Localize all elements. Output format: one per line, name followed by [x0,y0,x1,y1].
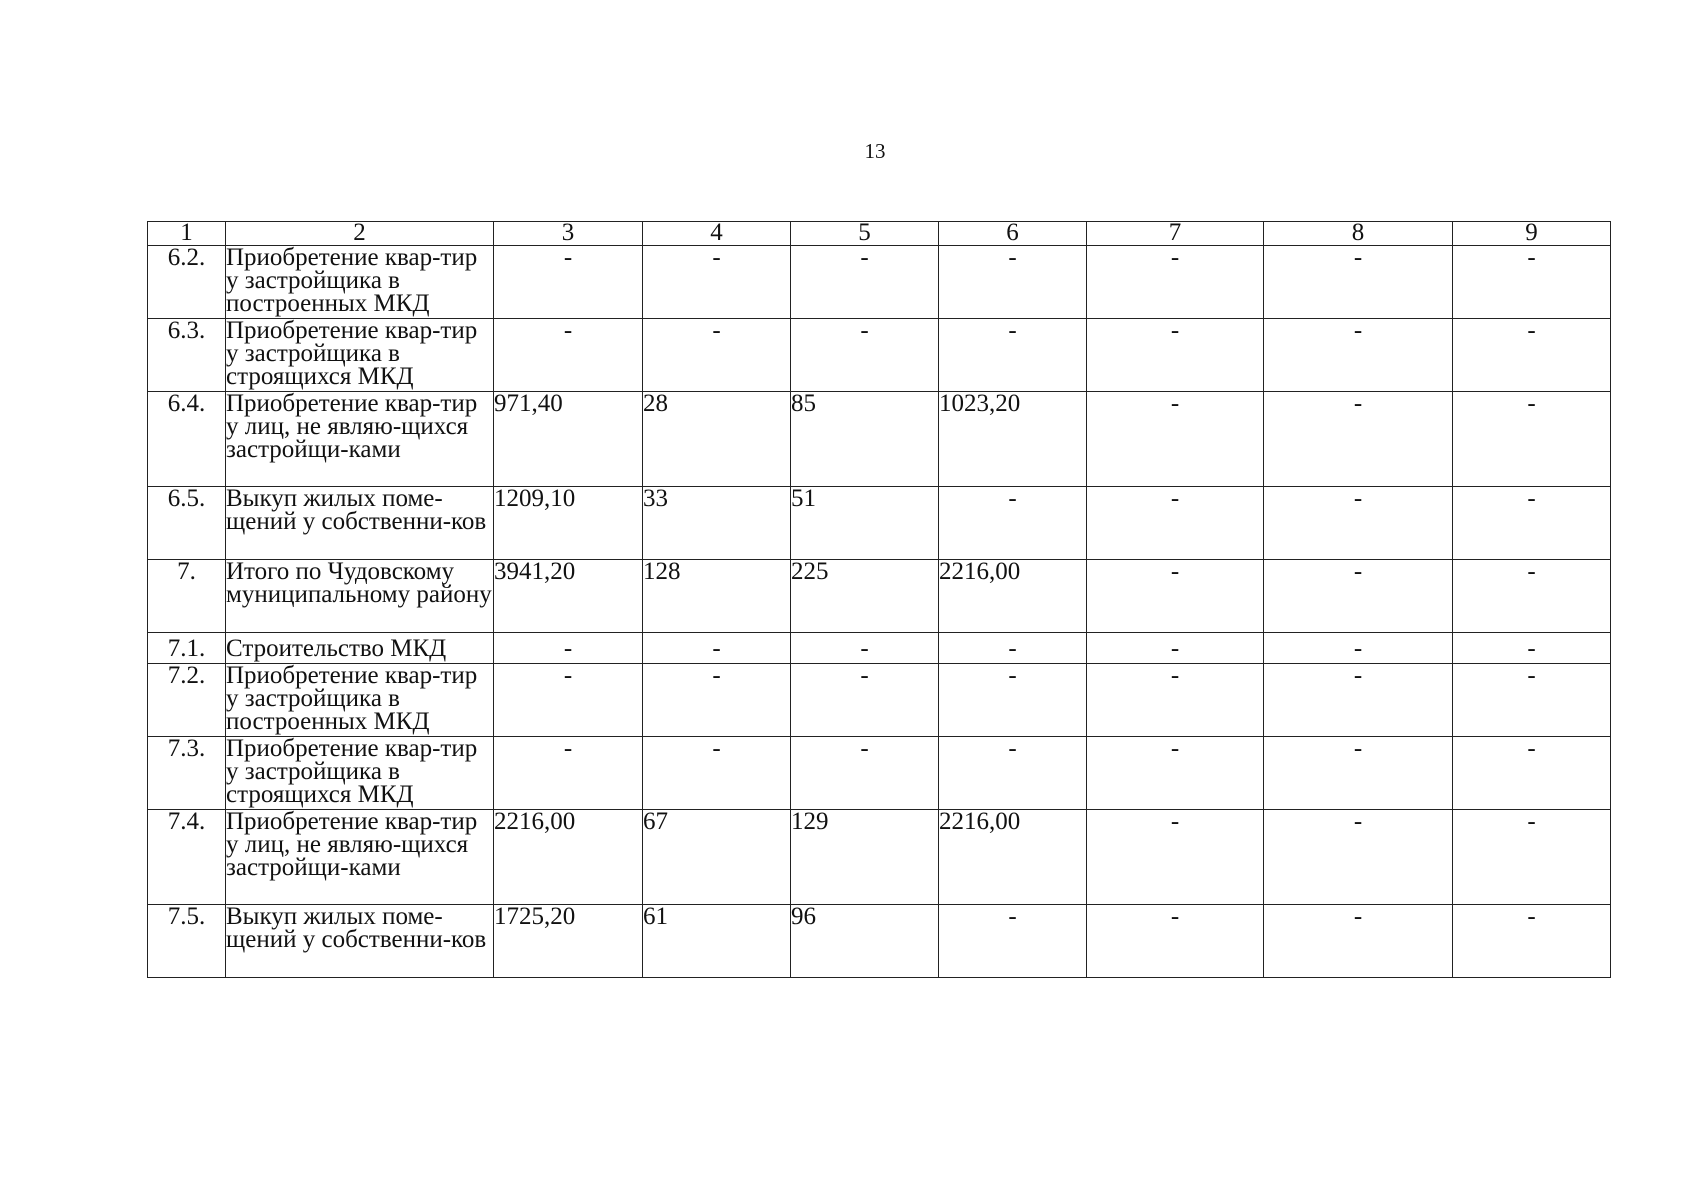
table-cell: 1023,20 [939,392,1087,487]
table-cell: - [791,737,939,810]
table-cell: - [1453,560,1611,633]
table-row [148,664,1611,737]
table-cell: - [791,664,939,737]
table-cell: - [1453,664,1611,737]
table-cell: - [1453,392,1611,487]
table-cell: - [1453,737,1611,810]
table-cell: - [1264,664,1453,737]
table-cell: - [643,319,791,392]
table-cell: - [494,319,643,392]
table-cell: - [939,737,1087,810]
table-cell: - [1264,810,1453,905]
row-name: Приобретение квар-тир у застройщика в построенных МКД [226,246,494,319]
table-cell: - [1087,487,1264,560]
table-cell: - [494,664,643,737]
table-cell: - [939,905,1087,978]
table-cell: - [791,246,939,319]
table-cell: - [1087,319,1264,392]
table-cell: 1725,20 [494,905,643,978]
table-row [148,487,1611,560]
row-name: Выкуп жилых поме-щений у собственни-ков [226,487,494,560]
table-cell: - [643,633,791,664]
column-header: 7 [1087,222,1264,246]
table-cell: - [643,246,791,319]
row-name: Строительство МКД [226,633,494,664]
row-name: Приобретение квар-тир у застройщика в построенных МКД [226,664,494,737]
table-cell: 85 [791,392,939,487]
column-header: 6 [939,222,1087,246]
row-number: 7.2. [148,664,226,737]
table-cell: 128 [643,560,791,633]
row-number: 7.4. [148,810,226,905]
table-cell: - [939,487,1087,560]
column-header: 9 [1453,222,1611,246]
row-number: 7.5. [148,905,226,978]
row-number: 6.5. [148,487,226,560]
table-cell: - [939,319,1087,392]
table-cell: - [1453,487,1611,560]
table-cell: 28 [643,392,791,487]
table-cell: - [1264,487,1453,560]
header-row [148,222,1611,246]
table-cell: - [1264,737,1453,810]
table-cell: 2216,00 [939,560,1087,633]
row-name: Приобретение квар-тир у лиц, не являю-щихся застройщи-ками [226,810,494,905]
table-cell: - [1087,810,1264,905]
row-number: 7.1. [148,633,226,664]
table-cell: 129 [791,810,939,905]
table-cell: - [494,246,643,319]
table-cell: - [1264,246,1453,319]
table-cell: 971,40 [494,392,643,487]
table-cell: 51 [791,487,939,560]
table-cell: 1209,10 [494,487,643,560]
table-row [148,905,1611,978]
table-cell: - [1087,905,1264,978]
table-cell: 96 [791,905,939,978]
column-header: 8 [1264,222,1453,246]
row-name: Выкуп жилых поме-щений у собственни-ков [226,905,494,978]
table-cell: 33 [643,487,791,560]
table-cell: - [791,633,939,664]
row-number: 6.2. [148,246,226,319]
column-header: 1 [148,222,226,246]
table-row [148,633,1611,664]
table-cell: - [1453,633,1611,664]
table-cell: - [939,664,1087,737]
table-cell: 2216,00 [939,810,1087,905]
row-number: 7. [148,560,226,633]
table-cell: - [1453,905,1611,978]
table-cell: - [1087,664,1264,737]
column-header: 4 [643,222,791,246]
table-cell: - [1264,560,1453,633]
table-cell: - [1087,633,1264,664]
table-cell: - [1453,246,1611,319]
table-cell: - [643,737,791,810]
table-cell: - [1087,392,1264,487]
table-row [148,319,1611,392]
row-name: Итого по Чудовскому муниципальному району [226,560,494,633]
table-cell: - [939,246,1087,319]
table-cell: - [643,664,791,737]
table-cell: - [1264,392,1453,487]
table-row [148,392,1611,487]
row-name: Приобретение квар-тир у лиц, не являю-щихся застройщи-ками [226,392,494,487]
page-number: 13 [864,139,886,163]
table-cell: - [939,633,1087,664]
row-number: 7.3. [148,737,226,810]
table-cell: - [1087,246,1264,319]
table-cell: - [1264,319,1453,392]
table-cell: - [494,737,643,810]
row-number: 6.4. [148,392,226,487]
table-cell: - [1264,905,1453,978]
table-cell: - [1264,633,1453,664]
table-cell: - [1087,560,1264,633]
table-row [148,810,1611,905]
row-number: 6.3. [148,319,226,392]
table-row [148,737,1611,810]
row-name: Приобретение квар-тир у застройщика в строящихся МКД [226,319,494,392]
column-header: 3 [494,222,643,246]
table-cell: 2216,00 [494,810,643,905]
table-row [148,560,1611,633]
table-cell: 3941,20 [494,560,643,633]
column-header: 2 [226,222,494,246]
table-cell: - [1453,319,1611,392]
table-cell: 61 [643,905,791,978]
table-cell: 67 [643,810,791,905]
table-cell: - [1453,810,1611,905]
column-header: 5 [791,222,939,246]
table-row [148,246,1611,319]
table-cell: - [1087,737,1264,810]
table-cell: - [791,319,939,392]
row-name: Приобретение квар-тир у застройщика в строящихся МКД [226,737,494,810]
table-cell: - [494,633,643,664]
table-cell: 225 [791,560,939,633]
data-table [147,221,1611,978]
